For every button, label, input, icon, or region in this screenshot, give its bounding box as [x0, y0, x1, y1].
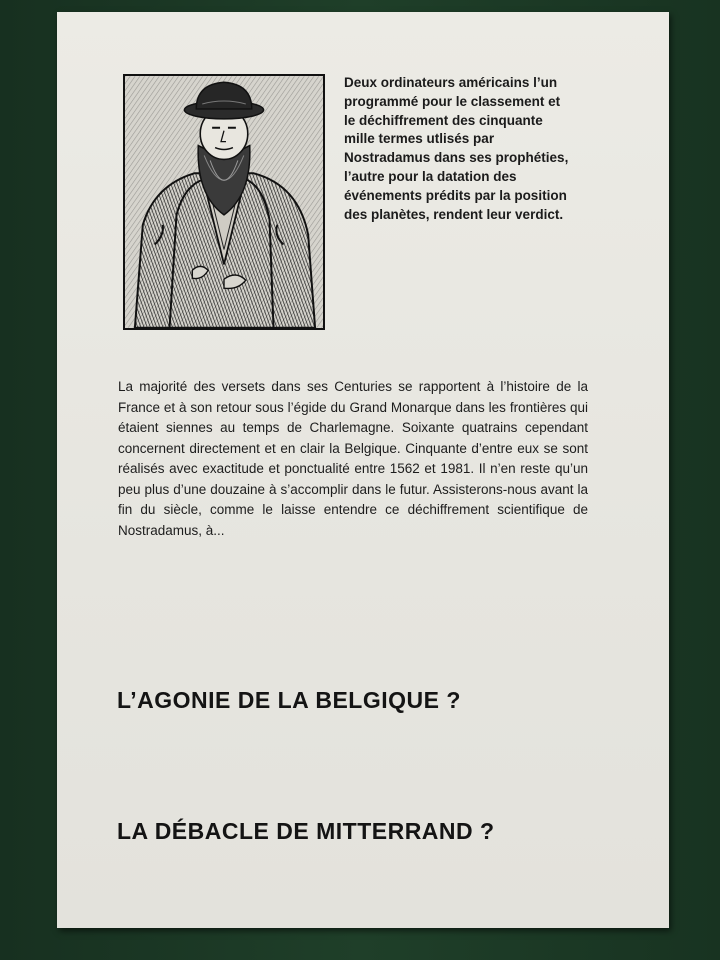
headline-belgique: L’AGONIE DE LA BELGIQUE ?: [117, 687, 461, 713]
body-paragraph: [118, 377, 588, 541]
body-text: La majorité des versets dans ses Centuries se rapportent à l’histoire de la France et à son retour sous l’égide du Grand Monarque dans les frontières qui étaient siennes au temps de Charlemagne. Soixante quatrains cependant concernent directement et en clair la Belgique. Cinquante d’entre eux se sont réalisés avec exactitude et ponctualité entre 1562 et 1981. Il n’en reste qu’un peu plus d’une douzaine à s’accomplir dans le futur. Assisterons-nous avant la fin du siècle, comme le laisse entendre ce déchiffrement scientifique de Nostradamus, à...: [118, 379, 588, 538]
woodcut-portrait-icon: [125, 76, 323, 328]
book-back-cover: [57, 12, 669, 928]
nostradamus-woodcut-image: [123, 74, 325, 330]
blurb-paragraph: [344, 74, 574, 224]
blurb-text: Deux ordinateurs américains l’un programmé pour le classement et le déchiffrement des cinquante mille termes utlisés par Nostradamus dans ses prophéties, l’autre pour la datation des événements prédits par la position des planètes, rendent leur verdict.: [344, 75, 569, 222]
headline-mitterrand: LA DÉBACLE DE MITTERRAND ?: [117, 818, 495, 844]
